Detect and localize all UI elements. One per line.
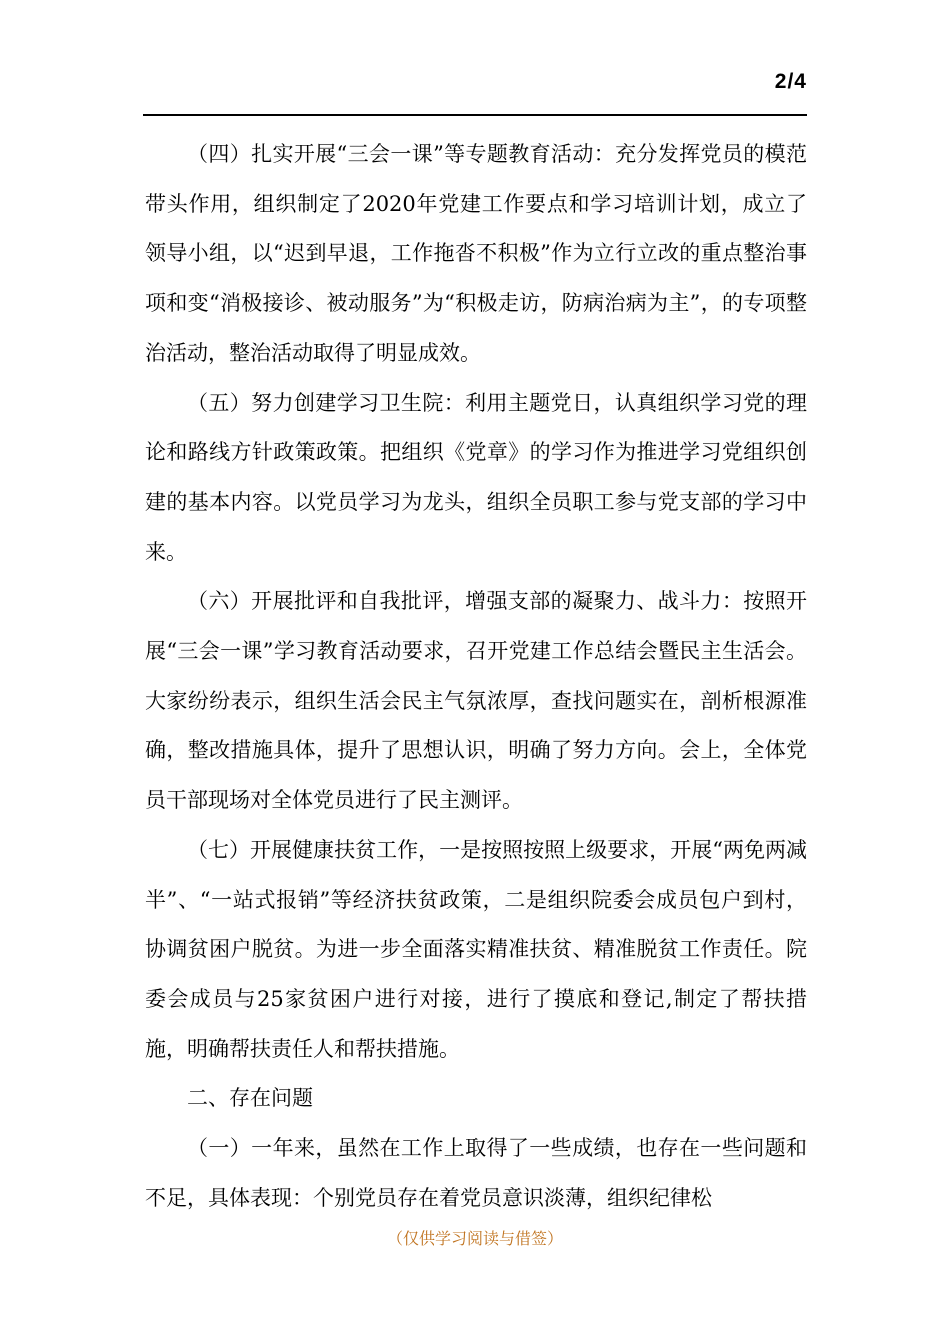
section-heading-problems: 二、存在问题 — [187, 1086, 313, 1111]
paragraph-4: （四）扎实开展“三会一课”等专题教育活动：充分发挥党员的模范带头作用，组织制定了2020年党建工作要点和学习培训计划，成立了领导小组，以“迟到早退，工作拖沓不积极”作为立行立改的重点整治事项和变“消极接诊、被动服务”为“积极走访，防病治病为主”，的专项整治活动，整治活动取得了明显成效。 — [145, 142, 807, 365]
paragraph-problems-1: （一）一年来，虽然在工作上取得了一些成绩，也存在一些问题和不足，具体表现：个别党员存在着党员意识淡薄，组织纪律松 — [145, 1136, 807, 1210]
header-divider — [143, 114, 807, 116]
paragraph-7: （七）开展健康扶贫工作，一是按照按照上级要求，开展“两免两减半”、“一站式报销”等经济扶贫政策，二是组织院委会成员包户到村，协调贫困户脱贫。为进一步全面落实精准扶贫、精准脱贫工作责任。院委会成员与25家贫困户进行对接，进行了摸底和登记,制定了帮扶措施，明确帮扶责任人和帮扶措施。 — [145, 837, 807, 1061]
footer-note: （仅供学习阅读与借签） — [386, 1229, 563, 1248]
document-body — [145, 130, 807, 1223]
page-number: 2/4 — [774, 70, 807, 93]
paragraph-5: （五）努力创建学习卫生院：利用主题党日，认真组织学习党的理论和路线方针政策政策。把组织《党章》的学习作为推进学习党组织创建的基本内容。以党员学习为龙头，组织全员职工参与党支部的学习中来。 — [145, 390, 807, 564]
paragraph-6: （六）开展批评和自我批评，增强支部的凝聚力、战斗力：按照开展“三会一课”学习教育活动要求，召开党建工作总结会暨民主生活会。大家纷纷表示，组织生活会民主气氛浓厚，查找问题实在，剖析根源准确，整改措施具体，提升了思想认识，明确了努力方向。会上，全体党员干部现场对全体党员进行了民主测评。 — [145, 589, 807, 813]
